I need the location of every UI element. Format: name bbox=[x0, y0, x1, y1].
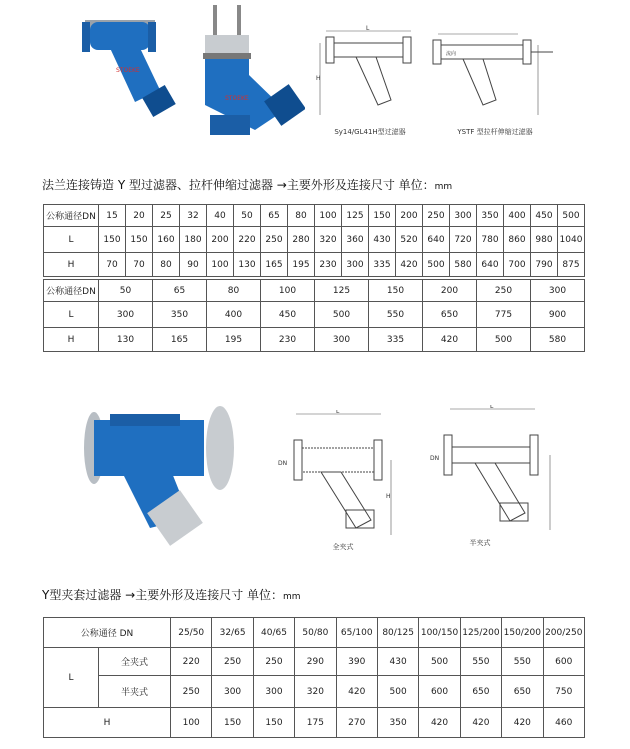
svg-text:DN: DN bbox=[430, 455, 440, 462]
table-cell: 450 bbox=[531, 205, 558, 227]
t3-H-cell: 175 bbox=[295, 708, 336, 738]
mid-caption-right: 半夹式 bbox=[469, 539, 491, 547]
top-caption-right: YSTF 型拉杆伸缩过滤器 bbox=[457, 128, 533, 136]
table-cell: 640 bbox=[423, 227, 450, 253]
t3-header-label: 公称通径 DN bbox=[44, 618, 171, 648]
ystf-strainer-drawing bbox=[428, 30, 558, 125]
table-cell: 420 bbox=[396, 253, 423, 277]
table-cell: 100 bbox=[261, 280, 315, 302]
y-strainer-photo-small bbox=[80, 10, 190, 120]
table-cell: 125 bbox=[342, 205, 369, 227]
table-cell: 180 bbox=[180, 227, 207, 253]
t3-sub1-cell: 290 bbox=[295, 648, 336, 676]
table-cell: 1040 bbox=[558, 227, 585, 253]
table-row bbox=[44, 253, 585, 277]
svg-text:L: L bbox=[366, 25, 370, 32]
t3-sub1-cell: 250 bbox=[212, 648, 253, 676]
table-cell: 150 bbox=[99, 227, 126, 253]
table-cell: 700 bbox=[504, 253, 531, 277]
t3-sub1-cell: 390 bbox=[336, 648, 377, 676]
t3-header-cell: 40/65 bbox=[253, 618, 294, 648]
table-flange-y-strainer bbox=[43, 204, 585, 277]
row-label: H bbox=[44, 328, 99, 352]
table-cell: 430 bbox=[369, 227, 396, 253]
t3-header-cell: 80/125 bbox=[377, 618, 418, 648]
table-cell: 580 bbox=[531, 328, 585, 352]
svg-text:H: H bbox=[386, 493, 391, 500]
t3-header-cell: 65/100 bbox=[336, 618, 377, 648]
table-cell: 860 bbox=[504, 227, 531, 253]
table-cell: 65 bbox=[153, 280, 207, 302]
table-cell: 350 bbox=[153, 302, 207, 328]
table-cell: 335 bbox=[369, 328, 423, 352]
t3-H-cell: 150 bbox=[212, 708, 253, 738]
table-row bbox=[44, 302, 585, 328]
svg-text:STOEKE: STOEKE bbox=[225, 95, 249, 102]
table-cell: 90 bbox=[180, 253, 207, 277]
table-cell: 640 bbox=[477, 253, 504, 277]
table-cell: 150 bbox=[369, 205, 396, 227]
mid-caption-left: 全夹式 bbox=[332, 543, 354, 551]
table-cell: 300 bbox=[531, 280, 585, 302]
table-cell: 900 bbox=[531, 302, 585, 328]
table-row bbox=[44, 280, 585, 302]
table-cell: 195 bbox=[288, 253, 315, 277]
svg-text:H: H bbox=[316, 75, 321, 82]
t3-header-cell: 32/65 bbox=[212, 618, 253, 648]
sy14-strainer-drawing bbox=[316, 25, 421, 125]
t3-sub2-cell: 420 bbox=[336, 676, 377, 708]
t3-sub2-cell: 320 bbox=[295, 676, 336, 708]
row-label: 公称通径DN bbox=[44, 280, 99, 302]
table-cell: 220 bbox=[234, 227, 261, 253]
t3-L-label: L bbox=[44, 648, 99, 708]
table-cell: 25 bbox=[153, 205, 180, 227]
table-cell: 500 bbox=[477, 328, 531, 352]
table-cell: 230 bbox=[261, 328, 315, 352]
t3-header-cell: 50/80 bbox=[295, 618, 336, 648]
table-cell: 150 bbox=[369, 280, 423, 302]
top-caption-left: Sy14/GL41H型过滤器 bbox=[334, 128, 406, 136]
table-cell: 500 bbox=[558, 205, 585, 227]
svg-text:DN: DN bbox=[278, 460, 288, 467]
table-cell: 200 bbox=[207, 227, 234, 253]
table-cell: 520 bbox=[396, 227, 423, 253]
table-cell: 790 bbox=[531, 253, 558, 277]
t3-sub1-cell: 550 bbox=[502, 648, 543, 676]
table-cell: 70 bbox=[99, 253, 126, 277]
table-jacketed-strainer bbox=[43, 617, 585, 738]
section1-heading: 法兰连接铸造 Y 型过滤器、拉杆伸缩过滤器 →主要外形及连接尺寸 单位：mm bbox=[42, 178, 453, 192]
table-cell: 130 bbox=[99, 328, 153, 352]
table-cell: 250 bbox=[477, 280, 531, 302]
t3-header-cell: 150/200 bbox=[502, 618, 543, 648]
table-cell: 70 bbox=[126, 253, 153, 277]
table-cell: 300 bbox=[450, 205, 477, 227]
svg-text:STOEKE: STOEKE bbox=[116, 67, 140, 74]
table-cell: 230 bbox=[315, 253, 342, 277]
t3-H-cell: 270 bbox=[336, 708, 377, 738]
t3-H-cell: 150 bbox=[253, 708, 294, 738]
row-label: H bbox=[44, 253, 99, 277]
t3-header-cell: 125/200 bbox=[460, 618, 501, 648]
table-cell: 580 bbox=[450, 253, 477, 277]
table-cell: 150 bbox=[126, 227, 153, 253]
table-row bbox=[44, 328, 585, 352]
table-cell: 400 bbox=[504, 205, 531, 227]
t3-header-cell: 100/150 bbox=[419, 618, 460, 648]
t3-sub2-cell: 600 bbox=[419, 676, 460, 708]
table-cell: 200 bbox=[396, 205, 423, 227]
row-label: L bbox=[44, 227, 99, 253]
table-telescopic-strainer bbox=[43, 279, 585, 352]
svg-text:L: L bbox=[336, 410, 340, 415]
table-cell: 300 bbox=[342, 253, 369, 277]
table-cell: 125 bbox=[315, 280, 369, 302]
table-row bbox=[44, 227, 585, 253]
table-cell: 80 bbox=[153, 253, 180, 277]
t3-sub2-label: 半夹式 bbox=[99, 676, 171, 708]
t3-H-label: H bbox=[44, 708, 171, 738]
table-cell: 400 bbox=[207, 302, 261, 328]
t3-sub1-label: 全夹式 bbox=[99, 648, 171, 676]
t3-sub1-cell: 500 bbox=[419, 648, 460, 676]
table-cell: 450 bbox=[261, 302, 315, 328]
t3-sub2-cell: 250 bbox=[171, 676, 212, 708]
t3-header-cell: 200/250 bbox=[543, 618, 584, 648]
table-cell: 100 bbox=[315, 205, 342, 227]
table-cell: 775 bbox=[477, 302, 531, 328]
t3-sub1-cell: 430 bbox=[377, 648, 418, 676]
table-cell: 15 bbox=[99, 205, 126, 227]
t3-sub1-cell: 250 bbox=[253, 648, 294, 676]
table-cell: 875 bbox=[558, 253, 585, 277]
svg-text:L: L bbox=[490, 405, 494, 410]
table-cell: 160 bbox=[153, 227, 180, 253]
row-label: 公称通径DN bbox=[44, 205, 99, 227]
table-cell: 50 bbox=[234, 205, 261, 227]
table-cell: 50 bbox=[99, 280, 153, 302]
table-cell: 200 bbox=[423, 280, 477, 302]
table-cell: 500 bbox=[423, 253, 450, 277]
t3-H-cell: 460 bbox=[543, 708, 584, 738]
t3-sub1-cell: 220 bbox=[171, 648, 212, 676]
table-cell: 165 bbox=[153, 328, 207, 352]
table-cell: 130 bbox=[234, 253, 261, 277]
table-cell: 280 bbox=[288, 227, 315, 253]
row-label: L bbox=[44, 302, 99, 328]
table-cell: 80 bbox=[207, 280, 261, 302]
table-row bbox=[44, 205, 585, 227]
table-cell: 80 bbox=[288, 205, 315, 227]
table-cell: 550 bbox=[369, 302, 423, 328]
table-cell: 300 bbox=[99, 302, 153, 328]
table-cell: 100 bbox=[207, 253, 234, 277]
table-cell: 32 bbox=[180, 205, 207, 227]
table-cell: 980 bbox=[531, 227, 558, 253]
t3-sub2-cell: 500 bbox=[377, 676, 418, 708]
t3-H-cell: 420 bbox=[419, 708, 460, 738]
table-cell: 250 bbox=[423, 205, 450, 227]
t3-H-cell: 420 bbox=[502, 708, 543, 738]
t3-H-cell: 100 bbox=[171, 708, 212, 738]
table-cell: 40 bbox=[207, 205, 234, 227]
t3-sub2-cell: 300 bbox=[253, 676, 294, 708]
table-cell: 350 bbox=[477, 205, 504, 227]
table-cell: 335 bbox=[369, 253, 396, 277]
t3-sub2-cell: 650 bbox=[502, 676, 543, 708]
half-jacket-drawing bbox=[430, 405, 560, 535]
t3-sub2-cell: 650 bbox=[460, 676, 501, 708]
jacketed-strainer-photo bbox=[80, 398, 245, 558]
table-cell: 420 bbox=[423, 328, 477, 352]
table-cell: 720 bbox=[450, 227, 477, 253]
section2-heading: Y型夹套过滤器 →主要外形及连接尺寸 单位：mm bbox=[42, 588, 301, 602]
t3-sub2-cell: 300 bbox=[212, 676, 253, 708]
table-cell: 20 bbox=[126, 205, 153, 227]
t3-sub1-cell: 600 bbox=[543, 648, 584, 676]
table-cell: 650 bbox=[423, 302, 477, 328]
svg-text:流向: 流向 bbox=[446, 51, 457, 57]
table-cell: 360 bbox=[342, 227, 369, 253]
t3-header-cell: 25/50 bbox=[171, 618, 212, 648]
table-cell: 165 bbox=[261, 253, 288, 277]
ystf-strainer-photo bbox=[175, 5, 305, 145]
t3-sub1-cell: 550 bbox=[460, 648, 501, 676]
table-cell: 195 bbox=[207, 328, 261, 352]
table-cell: 65 bbox=[261, 205, 288, 227]
t3-H-cell: 350 bbox=[377, 708, 418, 738]
table-cell: 250 bbox=[261, 227, 288, 253]
table-cell: 780 bbox=[477, 227, 504, 253]
t3-H-cell: 420 bbox=[460, 708, 501, 738]
full-jacket-drawing bbox=[276, 410, 401, 540]
table-cell: 300 bbox=[315, 328, 369, 352]
table-cell: 320 bbox=[315, 227, 342, 253]
t3-sub2-cell: 750 bbox=[543, 676, 584, 708]
table-cell: 500 bbox=[315, 302, 369, 328]
